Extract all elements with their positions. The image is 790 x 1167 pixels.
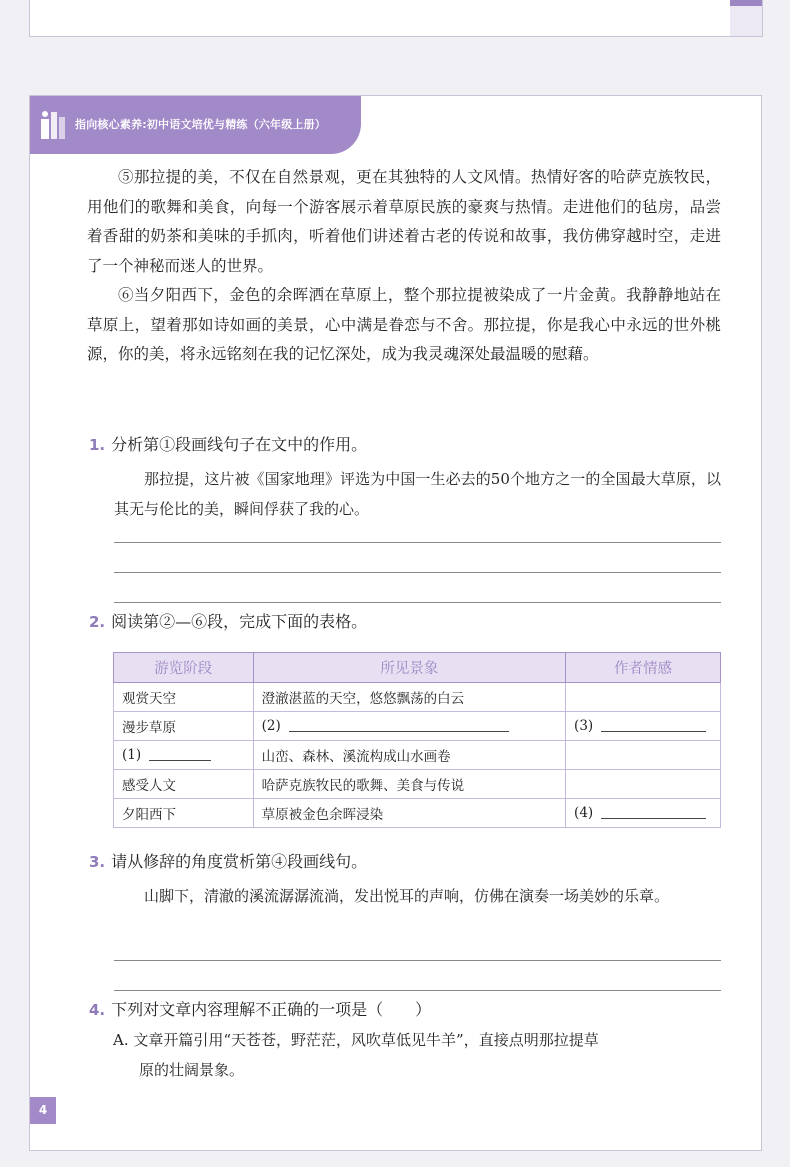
- question-1: [89, 432, 721, 524]
- fill-blank[interactable]: [601, 818, 706, 819]
- page-tab-marker: [730, 0, 762, 36]
- paragraph-5: ⑤那拉提的美，不仅在自然景观，更在其独特的人文风情。热情好客的哈萨克族牧民，用他们的歌舞和美食，向每一个游客展示着草原民族的豪爽与热情。走进他们的毡房，品尝着香甜的奶茶和美味的手抓肉，听着他们讲述着古老的传说和故事，我仿佛穿越时空，走进了一个神秘而迷人的世界。: [87, 168, 721, 275]
- blank-label: (3): [574, 718, 594, 734]
- table-header: 游览阶段: [114, 653, 254, 683]
- table-cell-blank[interactable]: [114, 741, 254, 770]
- answer-line[interactable]: [114, 990, 721, 991]
- table-cell: 漫步草原: [114, 712, 254, 741]
- previous-page-edge: [29, 0, 763, 37]
- question-text: 分析第①段画线句子在文中的作用。: [111, 435, 368, 454]
- table-cell-empty[interactable]: [566, 683, 721, 712]
- paragraph-6: ⑥当夕阳西下，金色的余晖洒在草原上，整个那拉提被染成了一片金黄。我静静地站在草原上，望着那如诗如画的美景，心中满是眷恋与不舍。那拉提，你是我心中永远的世外桃源，你的美，将永远铭刻在我的记忆深处，成为我灵魂深处最温暖的慰藉。: [87, 286, 721, 363]
- question-quote: 山脚下，清澈的溪流潺潺流淌，发出悦耳的声响，仿佛在演奏一场美妙的乐章。: [144, 887, 670, 905]
- question-quote: 那拉提，这片被《国家地理》评选为中国一生必去的50个地方之一的全国最大草原，以其无与伦比的美，瞬间俘获了我的心。: [114, 470, 721, 518]
- answer-line[interactable]: [114, 572, 721, 573]
- blank-label: (1): [122, 747, 142, 763]
- table-row: [114, 683, 721, 712]
- question-text: 下列对文章内容理解不正确的一项是（ ）: [111, 1000, 432, 1019]
- table-cell: 草原被金色余晖浸染: [253, 799, 565, 828]
- question-number: 2.: [89, 613, 106, 631]
- table-row: [114, 770, 721, 799]
- option-a[interactable]: [113, 1025, 721, 1085]
- header-title: 指向核心素养:初中语文培优与精练（六年级上册）: [75, 118, 326, 131]
- option-text-line2: 原的壮阔景象。: [139, 1061, 245, 1079]
- table-header-row: [114, 653, 721, 683]
- blank-label: (4): [574, 805, 594, 821]
- answer-line[interactable]: [114, 960, 721, 961]
- table-cell: 观赏天空: [114, 683, 254, 712]
- question-2: [89, 609, 721, 635]
- table-header: 作者情感: [566, 653, 721, 683]
- page: [29, 95, 762, 1151]
- table-cell-blank[interactable]: [253, 712, 565, 741]
- table-cell-empty[interactable]: [566, 770, 721, 799]
- table-row: [114, 741, 721, 770]
- table-row: [114, 712, 721, 741]
- option-label: A.: [113, 1031, 129, 1049]
- table-header: 所见景象: [253, 653, 565, 683]
- book-logo-icon: [38, 109, 68, 141]
- question-text: 阅读第②—⑥段，完成下面的表格。: [111, 612, 368, 631]
- page-number: 4: [30, 1097, 56, 1124]
- question-3: [89, 849, 721, 911]
- table-cell-blank[interactable]: [566, 712, 721, 741]
- table-cell-blank[interactable]: [566, 799, 721, 828]
- fill-blank[interactable]: [149, 760, 211, 761]
- answer-line[interactable]: [114, 542, 721, 543]
- fill-blank[interactable]: [601, 731, 706, 732]
- question-number: 1.: [89, 436, 106, 454]
- table-cell: 夕阳西下: [114, 799, 254, 828]
- table-row: [114, 799, 721, 828]
- table-cell: 澄澈湛蓝的天空，悠悠飘荡的白云: [253, 683, 565, 712]
- header-banner: [30, 96, 361, 154]
- question-text: 请从修辞的角度赏析第④段画线句。: [111, 852, 368, 871]
- fill-blank[interactable]: [289, 731, 509, 732]
- table-cell: 哈萨克族牧民的歌舞、美食与传说: [253, 770, 565, 799]
- option-text-line1: 文章开篇引用“天苍苍，野茫茫，风吹草低见牛羊”，直接点明那拉提草: [133, 1031, 599, 1049]
- blank-label: (2): [261, 718, 281, 734]
- question-number: 4.: [89, 1001, 106, 1019]
- question-number: 3.: [89, 853, 106, 871]
- answer-line[interactable]: [114, 602, 721, 603]
- table-cell: 山峦、森林、溪流构成山水画卷: [253, 741, 565, 770]
- question-4: [89, 997, 721, 1085]
- table-cell-empty[interactable]: [566, 741, 721, 770]
- table-cell: 感受人文: [114, 770, 254, 799]
- passage: [87, 163, 721, 370]
- answer-table: [113, 652, 721, 828]
